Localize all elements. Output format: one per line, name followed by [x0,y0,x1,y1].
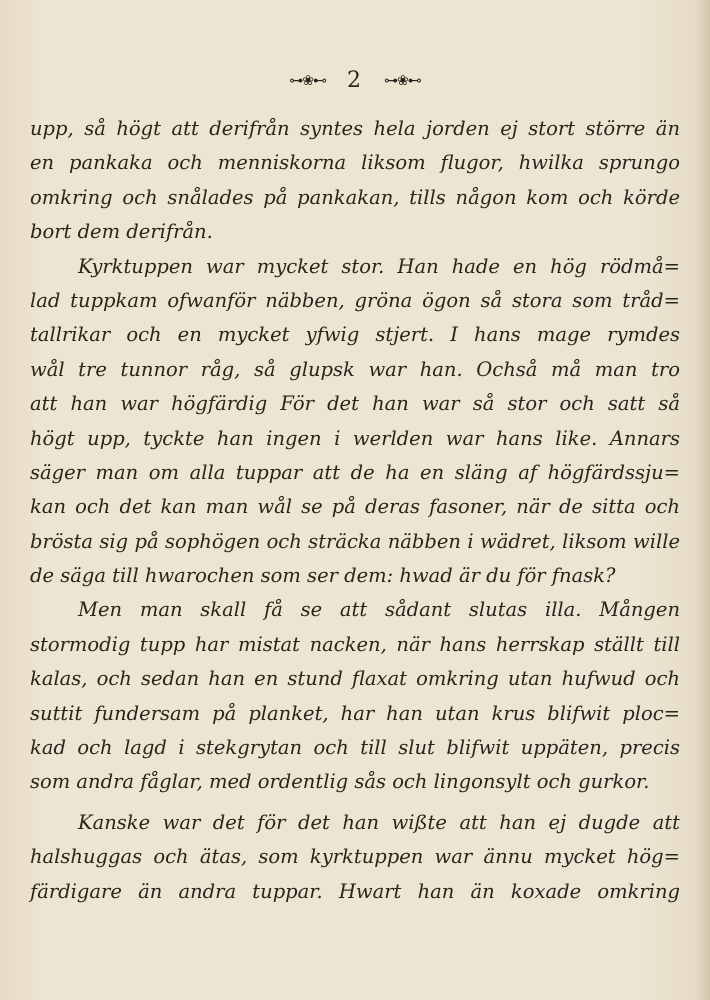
text-line: brösta sig på sophögen och sträcka näbben i wädret, liksom wille [30,529,680,553]
text-line: omkring och snålades på pankakan, tills någon kom och körde [30,185,680,209]
page-number: 2 [347,68,363,93]
text-line: kalas, och sedan han en stund flaxat omkring utan hufwud och [30,667,680,691]
text-line: de säga till hwarochen som ser dem: hwad är du för fnask? [30,564,616,588]
text-line: som andra fåglar, med ordentlig sås och lingonsylt och gurkor. [30,770,650,794]
text-line: kan och det kan man wål se på deras fasoner, när de sitta och [30,495,680,519]
paragraph [30,593,680,799]
text-line: bort dem derifrån. [30,220,213,244]
text-line: tallrikar och en mycket yfwig stjert. I hans mage rymdes [30,323,680,347]
text-line: en pankaka och menniskorna liksom flugor, hwilka sprungo [30,151,680,175]
text-line: halshuggas och ätas, som kyrktuppen war ännu mycket hög= [30,845,680,869]
text-line: kad och lagd i stekgrytan och till slut blifwit uppäten, precis [30,736,680,760]
text-line: lad tuppkam ofwanför näbben, gröna ögon så stora som tråd= [30,288,680,312]
text-line: stormodig tupp har mistat nacken, när hans herrskap ställt till [30,632,680,656]
page-edge-shadow [696,0,710,1000]
ornament-left: ⊶❀⊷ [289,73,326,89]
text-line: att han war högfärdig För det han war så stor och satt så [30,392,680,416]
paragraph [30,250,680,594]
text-line: wål tre tunnor råg, så glupsk war han. Ochså må man tro [30,357,680,381]
text-line: färdigare än andra tuppar. Hwart han än koxade omkring [30,879,680,903]
page-header [0,68,710,93]
ornament-right: ⊶❀⊷ [384,73,421,89]
text-line: högt upp, tyckte han ingen i werlden war hans like. Annars [30,426,680,450]
text-line: säger man om alla tuppar att de ha en släng af högfärdssju= [30,460,680,484]
text-line: Kyrktuppen war mycket stor. Han hade en hög rödmå= [78,254,680,278]
paragraph [30,112,680,250]
text-line: upp, så högt att derifrån syntes hela jorden ej stort större än [30,117,680,140]
text-line: suttit fundersam på planket, har han utan krus blifwit ploc= [30,701,680,725]
text-line: Men man skall få se att sådant slutas illa. Mången [78,598,680,622]
paragraph [30,806,680,909]
body-text [30,112,680,909]
text-line: Kanske war det för det han wißte att han ej dugde att [78,810,680,834]
